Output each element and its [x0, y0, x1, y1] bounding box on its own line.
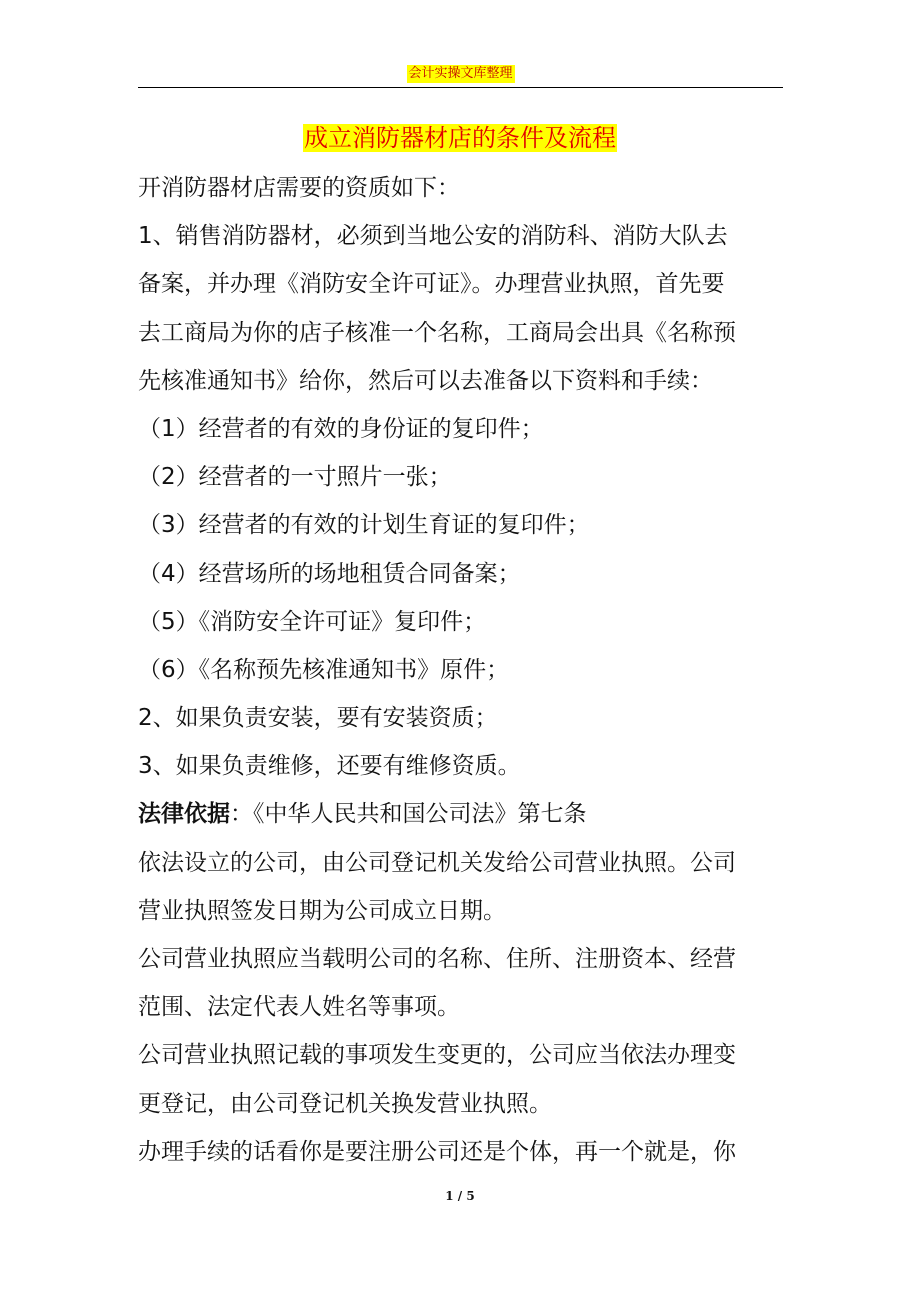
- header-label: 会计实操文库整理: [408, 66, 513, 81]
- list-item: （2）经营者的一寸照片一张；: [138, 464, 452, 491]
- paragraph-line: 办理手续的话看你是要注册公司还是个体，再一个就是，你: [138, 1138, 736, 1165]
- page-header: [138, 62, 783, 88]
- paragraph-line: 开消防器材店需要的资质如下：: [138, 175, 460, 201]
- paragraph-line: 营业执照签发日期为公司成立日期。: [138, 897, 506, 924]
- list-item: （3）经营者的有效的计划生育证的复印件；: [138, 512, 590, 539]
- paragraph-line: 公司营业执照应当载明公司的名称、住所、注册资本、经营: [138, 946, 736, 972]
- paragraph-line: 公司营业执照记载的事项发生变更的，公司应当依法办理变: [138, 1042, 736, 1069]
- list-item: （6）《名称预先核准通知书》原件；: [138, 656, 510, 683]
- document-title: [0, 118, 920, 158]
- legal-basis-text: ：《中华人民共和国公司法》第七条: [230, 801, 587, 828]
- legal-basis-line: [138, 790, 798, 838]
- legal-basis-label: 法律依据: [138, 801, 230, 828]
- paragraph-line: 范围、法定代表人姓名等事项。: [138, 994, 460, 1021]
- document-body: [138, 164, 798, 1176]
- list-item: （4）经营场所的场地租赁合同备案；: [138, 560, 521, 587]
- list-item: （5）《消防安全许可证》复印件；: [138, 608, 487, 635]
- list-item: （1）经营者的有效的身份证的复印件；: [138, 415, 544, 442]
- paragraph-line: 去工商局为你的店子核准一个名称，工商局会出具《名称预: [138, 319, 736, 346]
- paragraph-line: 3、如果负责维修，还要有维修资质。: [138, 753, 521, 780]
- document-title-text: 成立消防器材店的条件及流程: [304, 124, 616, 152]
- paragraph-line: 备案，并办理《消防安全许可证》。办理营业执照，首先要: [138, 271, 725, 298]
- paragraph-line: 2、如果负责安装，要有安装资质；: [138, 705, 498, 732]
- paragraph-line: 先核准通知书》给你，然后可以去准备以下资料和手续：: [138, 367, 713, 394]
- page-number: 1 / 5: [445, 1189, 475, 1203]
- paragraph-line: 更登记，由公司登记机关换发营业执照。: [138, 1090, 552, 1117]
- paragraph-line: 依法设立的公司，由公司登记机关发给公司营业执照。公司: [138, 849, 736, 876]
- header-divider: [138, 87, 783, 88]
- paragraph-line: 1、销售消防器材，必须到当地公安的消防科、消防大队去: [138, 223, 728, 250]
